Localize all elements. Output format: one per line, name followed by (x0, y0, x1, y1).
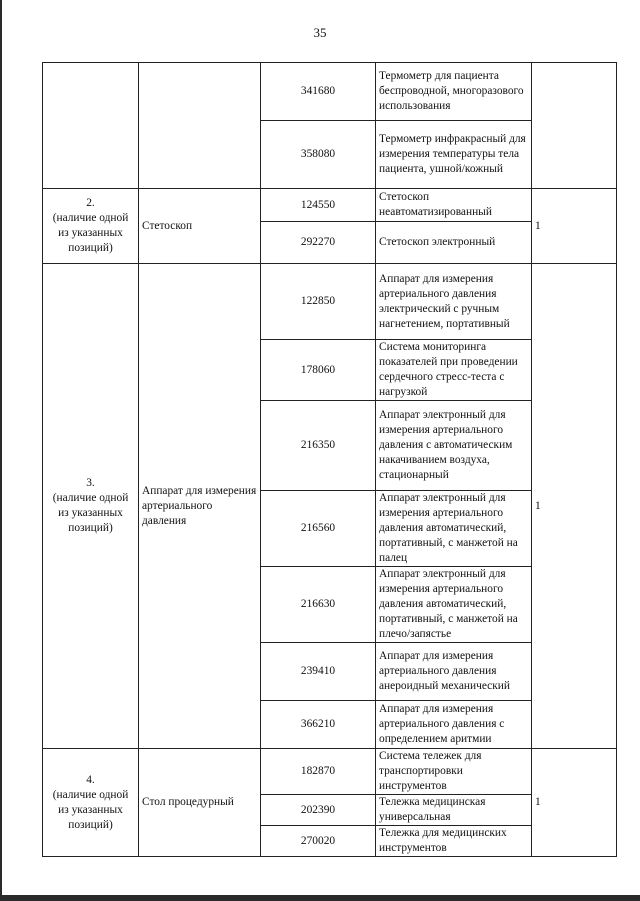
product-code: 124550 (261, 189, 376, 222)
product-description: Аппарат для измерения артериального давления анероидный механический (376, 643, 532, 701)
equipment-name: Аппарат для измерения артериального давления (139, 264, 261, 749)
position-cell (43, 63, 139, 189)
product-code: 292270 (261, 222, 376, 264)
quantity: 1 (532, 189, 617, 264)
equipment-name: Стетоскоп (139, 189, 261, 264)
product-description: Термометр инфракрасный для измерения температуры тела пациента, ушной/кожный (376, 121, 532, 189)
product-code: 358080 (261, 121, 376, 189)
product-code: 270020 (261, 826, 376, 857)
product-code: 216560 (261, 491, 376, 567)
product-code: 182870 (261, 749, 376, 795)
product-code: 122850 (261, 264, 376, 340)
product-description: Система тележек для транспортировки инструментов (376, 749, 532, 795)
equipment-table (42, 62, 617, 857)
quantity: 1 (532, 264, 617, 749)
product-description: Аппарат для измерения артериального давления электрический с ручным нагнетением, портативный (376, 264, 532, 340)
product-code: 178060 (261, 340, 376, 401)
product-code: 202390 (261, 795, 376, 826)
position-number: 3. (наличие одной из указанных позиций) (43, 264, 139, 749)
product-description: Стетоскоп неавтоматизированный (376, 189, 532, 222)
equipment-name: Стол процедурный (139, 749, 261, 857)
table-row (43, 189, 617, 222)
product-description: Аппарат для измерения артериального давления с определением аритмии (376, 701, 532, 749)
product-code: 216630 (261, 567, 376, 643)
scan-edge-left (0, 0, 2, 901)
product-description: Термометр для пациента беспроводной, многоразового использования (376, 63, 532, 121)
product-code: 366210 (261, 701, 376, 749)
product-code: 239410 (261, 643, 376, 701)
table-row (43, 264, 617, 340)
product-description: Тележка медицинская универсальная (376, 795, 532, 826)
product-code: 341680 (261, 63, 376, 121)
product-description: Аппарат электронный для измерения артериального давления автоматический, портативный, с манжетой на плечо/запястье (376, 567, 532, 643)
table-row (43, 749, 617, 795)
product-code: 216350 (261, 401, 376, 491)
equipment-name-cell (139, 63, 261, 189)
position-number: 2. (наличие одной из указанных позиций) (43, 189, 139, 264)
product-description: Стетоскоп электронный (376, 222, 532, 264)
table-row (43, 63, 617, 121)
quantity-cell (532, 63, 617, 189)
product-description: Система мониторинга показателей при проведении сердечного стресс-теста с нагрузкой (376, 340, 532, 401)
scan-edge-bottom (0, 895, 640, 901)
product-description: Тележка для медицинских инструментов (376, 826, 532, 857)
page-number: 35 (313, 25, 327, 40)
quantity: 1 (532, 749, 617, 857)
product-description: Аппарат электронный для измерения артериального давления с автоматическим накачиванием воздуха, стационарный (376, 401, 532, 491)
product-description: Аппарат электронный для измерения артериального давления автоматический, портативный, с манжетой на палец (376, 491, 532, 567)
position-number: 4. (наличие одной из указанных позиций) (43, 749, 139, 857)
